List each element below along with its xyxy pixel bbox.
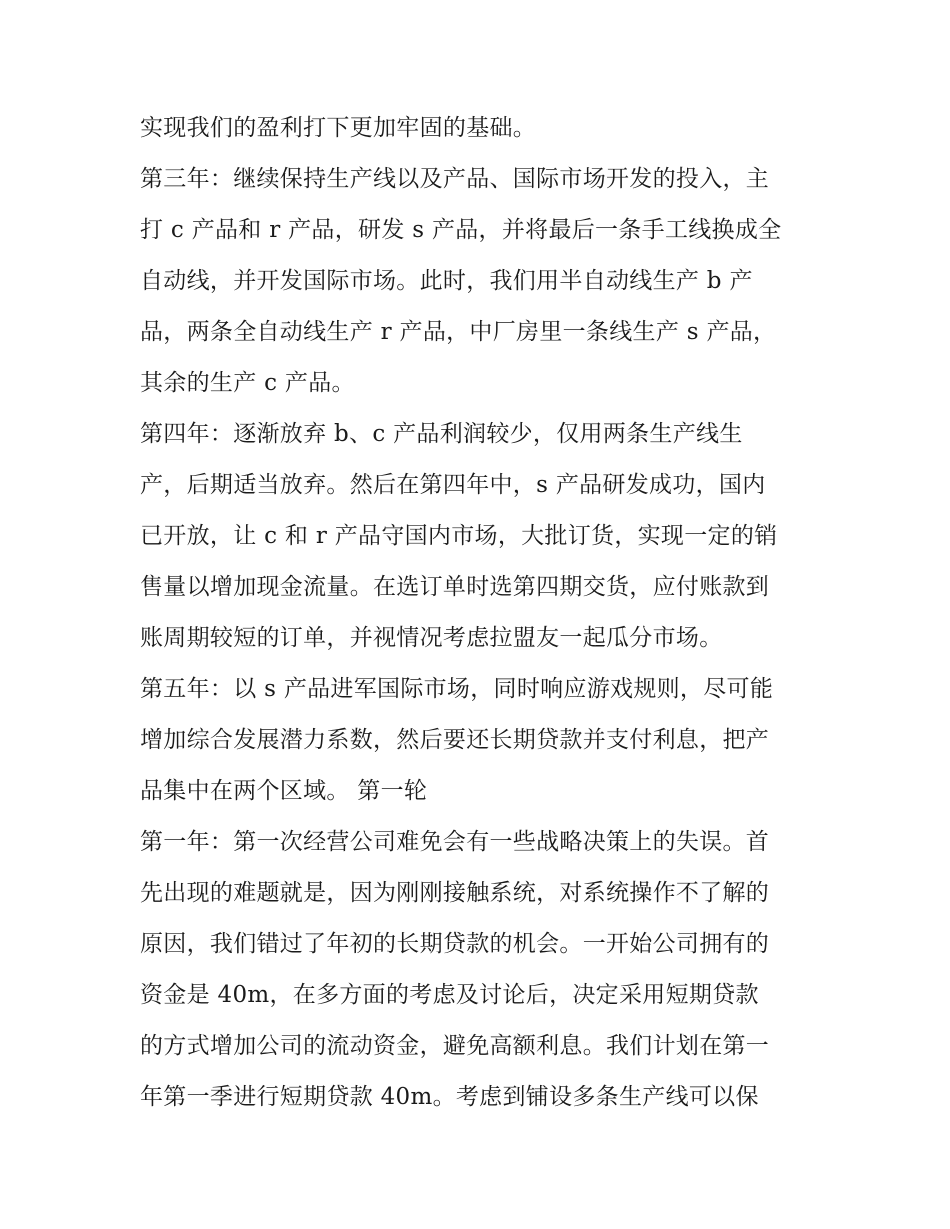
text-line: 品集中在两个区域。 第一轮 <box>140 778 428 804</box>
text-line: 资金是 40m，在多方面的考虑及讨论后，决定采用短期贷款 <box>140 982 759 1008</box>
text-line: 账周期较短的订单，并视情况考虑拉盟友一起瓜分市场。 <box>140 625 723 651</box>
text-line: 实现我们的盈利打下更加牢固的基础。 <box>140 115 537 141</box>
text-line: 先出现的难题就是，因为刚刚接触系统，对系统操作不了解的 <box>140 880 770 906</box>
text-line: 第五年：以 s 产品进军国际市场，同时响应游戏规则，尽可能 <box>140 676 774 702</box>
text-line: 品，两条全自动线生产 r 产品，中厂房里一条线生产 s 产品， <box>140 319 777 345</box>
text-line: 年第一季进行短期贷款 40m。考虑到铺设多条生产线可以保 <box>140 1084 759 1110</box>
text-line: 售量以增加现金流量。在选订单时选第四期交货，应付账款到 <box>140 574 770 600</box>
text-line: 第一年：第一次经营公司难免会有一些战略决策上的失误。首 <box>140 829 770 855</box>
text-line: 其余的生产 c 产品。 <box>140 370 355 396</box>
text-line: 第四年：逐渐放弃 b、c 产品利润较少，仅用两条生产线生 <box>140 421 743 447</box>
text-line: 增加综合发展潜力系数，然后要还长期贷款并支付利息，把产 <box>140 727 770 753</box>
text-line: 的方式增加公司的流动资金，避免高额利息。我们计划在第一 <box>140 1033 770 1059</box>
text-line: 自动线，并开发国际市场。此时，我们用半自动线生产 b 产 <box>140 268 753 294</box>
text-line: 产，后期适当放弃。然后在第四年中，s 产品研发成功，国内 <box>140 472 766 498</box>
text-line: 原因，我们错过了年初的长期贷款的机会。一开始公司拥有的 <box>140 931 770 957</box>
text-line: 打 c 产品和 r 产品，研发 s 产品，并将最后一条手工线换成全 <box>140 217 782 243</box>
text-line: 第三年：继续保持生产线以及产品、国际市场开发的投入，主 <box>140 166 770 192</box>
body-text <box>140 103 820 1123</box>
text-line: 已开放，让 c 和 r 产品守国内市场，大批订货，实现一定的销 <box>140 523 778 549</box>
